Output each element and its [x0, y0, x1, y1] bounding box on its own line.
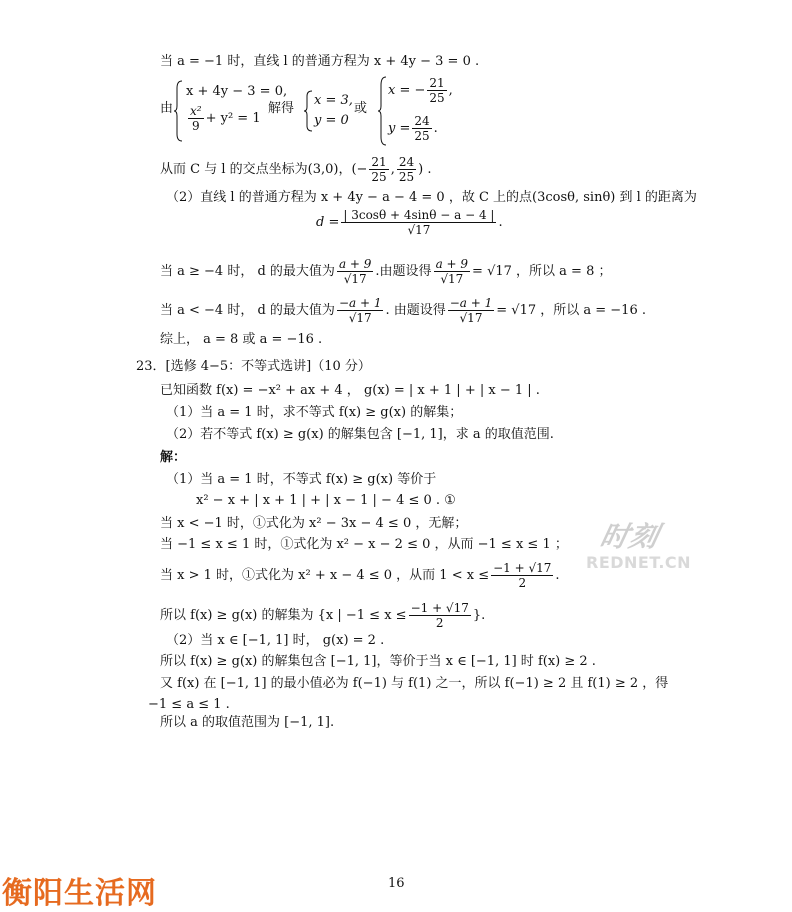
- left-brace: [174, 80, 184, 142]
- solution-part2-line-c: −1 ≤ a ≤ 1 .: [148, 697, 230, 712]
- solution-label: 解：: [160, 450, 187, 465]
- question-23-title: 23．[选修 4−5：不等式选讲]（10 分）: [136, 359, 371, 374]
- solution-part2-line-b: 又 f(x) 在 [−1, 1] 的最小值必为 f(−1) 与 f(1) 之一，所以 f(−1) ≥ 2 且 f(1) ≥ 2 ，得: [160, 676, 669, 691]
- watermark-handwritten: 时刻: [597, 520, 663, 553]
- case-a-ge-minus4: 当 a ≥ −4 时， d 的最大值为 $\frac{a + 9}{√17}$ .由题设得 $\frac{a + 9}{√17}$ = √17 ，所以 a = 8 ；: [160, 257, 612, 286]
- page-number: 16: [388, 876, 405, 891]
- part2-line: （2）直线 l 的普通方程为 x + 4y − a − 4 = 0 ，故 C 上的点(3cosθ, sinθ) 到 l 的距离为: [166, 190, 697, 205]
- intersection-line: 从而 C 与 l 的交点坐标为(3,0)，(− $\frac{21}{25}$ , $\frac{24}{25}$ ) .: [160, 155, 432, 184]
- given-functions: 已知函数 f(x) = −x² + ax + 4 ， g(x) = | x + 1 | + | x − 1 | .: [160, 383, 540, 398]
- case-x-between: 当 −1 ≤ x ≤ 1 时，①式化为 x² − x − 2 ≤ 0 ，从而 −1 ≤ x ≤ 1 ；: [160, 537, 568, 552]
- solution-part2-line-d: 所以 a 的取值范围为 [−1, 1].: [160, 715, 335, 730]
- solution-set: 所以 f(x) ≥ g(x) 的解集为 {x | −1 ≤ x ≤ $\frac{-1 + √17}{2}$ }.: [160, 601, 486, 630]
- left-brace: [304, 90, 314, 132]
- site-logo: 衡阳生活网: [2, 876, 157, 911]
- case-x-gt-1: 当 x > 1 时，①式化为 x² + x − 4 ≤ 0 ，从而 1 < x ≤ $\frac{-1 + √17}{2}$ .: [160, 561, 560, 590]
- text-line: 当 a = −1 时，直线 l 的普通方程为 x + 4y − 3 = 0 .: [160, 54, 480, 69]
- text-huo: 或: [354, 101, 368, 116]
- solution-part1: （1）当 a = 1 时，不等式 f(x) ≥ g(x) 等价于: [166, 472, 437, 487]
- distance-formula: d = $\frac{| 3\cos\theta + 4\sin\theta - a - 4 |}{√17}$ .: [316, 208, 503, 237]
- solution-part2: （2）当 x ∈ [−1, 1] 时， g(x) = 2 .: [166, 633, 385, 648]
- question-part2: （2）若不等式 f(x) ≥ g(x) 的解集包含 [−1, 1]，求 a 的取值范围.: [166, 427, 554, 442]
- summary-line: 综上， a = 8 或 a = −16 .: [160, 332, 323, 347]
- left-brace: [378, 76, 388, 146]
- sol2-x: x = − $\frac{21}{25}$ ,: [388, 76, 453, 105]
- case-x-lt-minus1: 当 x < −1 时，①式化为 x² − 3x − 4 ≤ 0 ，无解；: [160, 516, 468, 531]
- text-you: 由: [160, 101, 174, 116]
- inequality-1: x² − x + | x + 1 | + | x − 1 | − 4 ≤ 0 . ①: [196, 493, 456, 508]
- sol2-y: y = $\frac{24}{25}$ .: [388, 114, 438, 143]
- system-eq2: $\frac{\text{x²}}{9}$ + y² = 1: [190, 104, 261, 133]
- sol1-y: y = 0: [314, 113, 349, 128]
- sol1-x: x = 3,: [314, 93, 353, 108]
- case-a-lt-minus4: 当 a < −4 时， d 的最大值为 $\frac{-a + 1}{√17}$ . 由题设得 $\frac{-a + 1}{√17}$ = √17 ，所以 a = −16 .: [160, 296, 646, 325]
- solution-part2-line-a: 所以 f(x) ≥ g(x) 的解集包含 [−1, 1]，等价于当 x ∈ [−1, 1] 时 f(x) ≥ 2 .: [160, 654, 596, 669]
- watermark-site: REDNET.CN: [586, 553, 692, 572]
- system-eq1: x + 4y − 3 = 0,: [186, 84, 288, 99]
- rednet-watermark: [586, 515, 701, 575]
- question-part1: （1）当 a = 1 时，求不等式 f(x) ≥ g(x) 的解集；: [166, 405, 463, 420]
- text-jiede: 解得: [268, 101, 295, 116]
